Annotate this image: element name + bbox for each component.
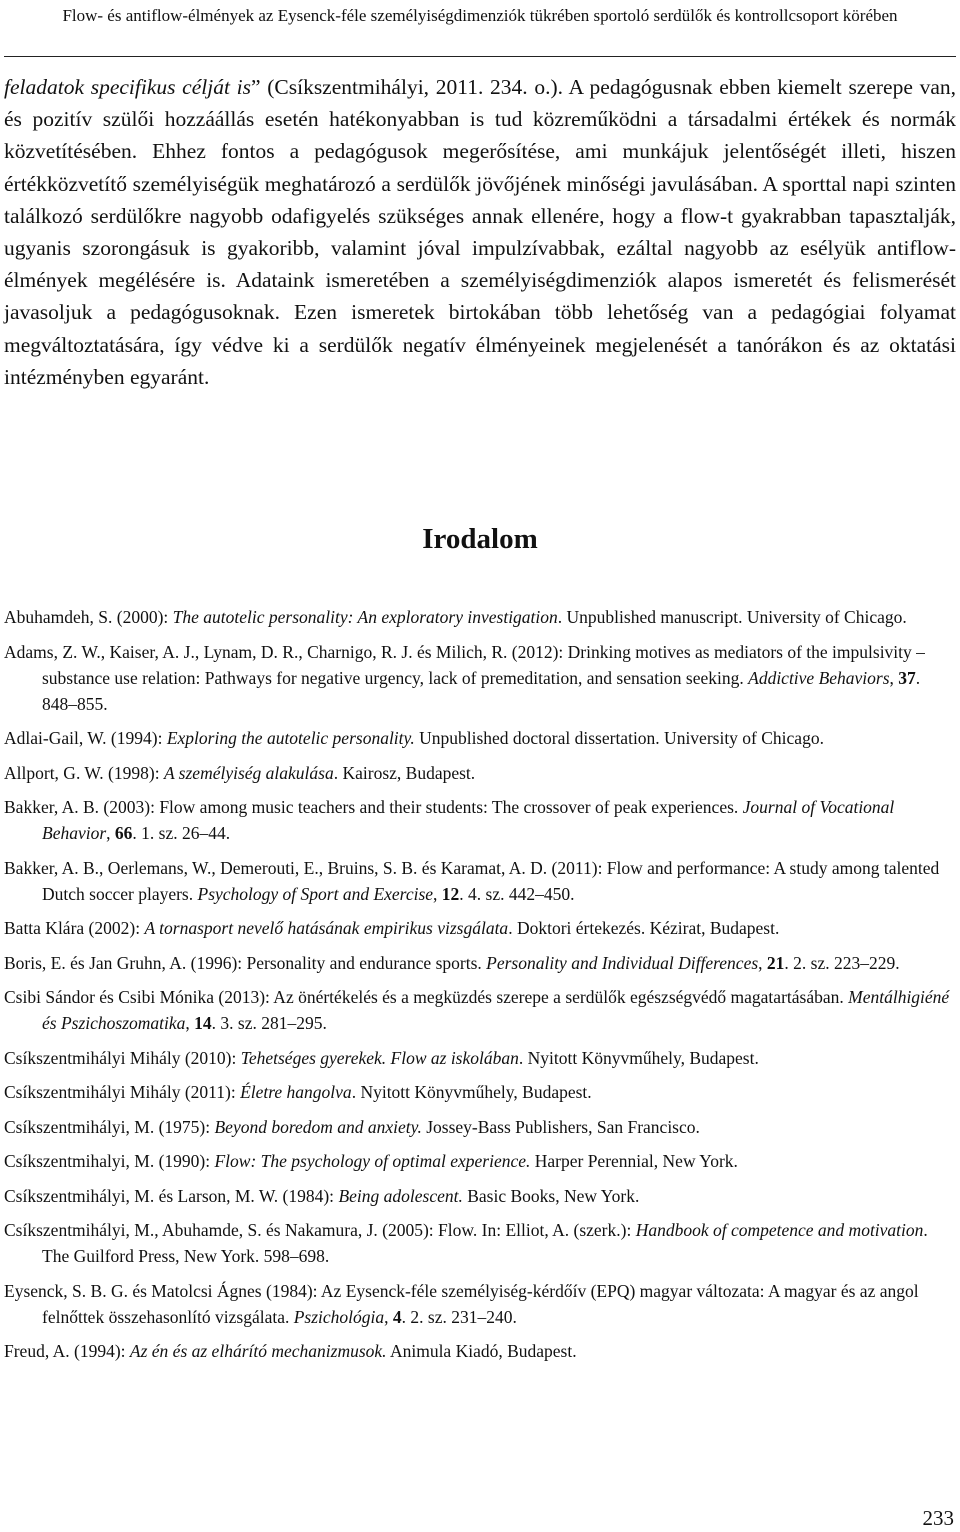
reference-item	[4, 1148, 954, 1174]
reference-authors: Bakker, A. B. (2003): Flow among music teachers and their students: The crossover of peak experiences.	[4, 797, 743, 817]
reference-item	[4, 855, 954, 907]
reference-pages: . 3. sz. 281–295.	[211, 1013, 327, 1033]
reference-item	[4, 604, 954, 630]
reference-item	[4, 794, 954, 846]
reference-authors: Abuhamdeh, S. (2000):	[4, 607, 173, 627]
reference-title: Életre hangolva	[240, 1082, 352, 1102]
reference-title: Personality and Individual Differences	[486, 952, 759, 973]
reference-item	[4, 1183, 954, 1209]
reference-authors: Csíkszentmihályi, M. és Larson, M. W. (1984):	[4, 1185, 339, 1206]
reference-item	[4, 1217, 954, 1269]
reference-title: Journal of Vocational Behavior	[42, 797, 895, 843]
reference-volume: 21	[766, 952, 785, 973]
reference-item	[4, 915, 954, 941]
running-header	[40, 4, 920, 28]
reference-text: Animula Kiadó, Budapest.	[386, 1341, 577, 1361]
reference-pages: . 2. sz. 223–229.	[784, 952, 900, 973]
reference-volume: 37	[898, 667, 916, 688]
section-title: Irodalom	[422, 523, 538, 555]
reference-item	[4, 1278, 954, 1330]
body-paragraph	[4, 71, 956, 393]
reference-text: Jossey-Bass Publishers, San Francisco.	[421, 1116, 700, 1137]
reference-text: Unpublished doctoral dissertation. University of Chicago.	[414, 728, 824, 748]
reference-title: A személyiség alakulása	[163, 762, 334, 783]
reference-title: Exploring the autotelic personality.	[166, 728, 415, 748]
reference-item	[4, 1079, 954, 1105]
reference-title: Addictive Behaviors	[748, 667, 890, 688]
reference-title: Tehetséges gyerekek. Flow az iskolában	[240, 1047, 519, 1068]
reference-text: Basic Books, New York.	[462, 1185, 640, 1206]
reference-title: Pszichológia	[293, 1306, 385, 1327]
reference-item	[4, 639, 954, 717]
reference-text: ,	[433, 883, 442, 904]
running-title: Flow- és antiflow-élmények az Eysenck-féle személyiségdimenziók tükrében sportoló serdülők és kontrollcsoport körében	[62, 6, 898, 25]
reference-text: ,	[758, 952, 767, 973]
reference-title: Beyond boredom and anxiety.	[214, 1116, 422, 1137]
reference-authors: Boris, E. és Jan Gruhn, A. (1996): Personality and endurance sports.	[4, 952, 487, 973]
reference-text: . Nyitott Könyvműhely, Budapest.	[518, 1047, 759, 1068]
reference-text: . Kairosz, Budapest.	[333, 762, 476, 783]
reference-title: Psychology of Sport and Exercise	[197, 883, 434, 904]
reference-authors: Csíkszentmihalyi, M. (1990):	[4, 1151, 215, 1171]
reference-text: ,	[185, 1013, 195, 1033]
reference-item	[4, 1045, 954, 1071]
header-divider	[4, 56, 956, 57]
reference-title: The autotelic personality: An exploratory investigation	[172, 607, 558, 627]
reference-pages: . 4. sz. 442–450.	[459, 883, 575, 904]
reference-item	[4, 725, 954, 751]
reference-authors: Adams, Z. W., Kaiser, A. J., Lynam, D. R., Charnigo, R. J. és Milich, R. (2012): Drinking motives as mediators of the impulsivity – substance use relation: Pathways for negative urgency, lack of premeditation, and sensation seeking.	[4, 641, 925, 688]
paragraph	[4, 71, 956, 393]
reference-volume: 12	[441, 883, 460, 904]
reference-item	[4, 950, 954, 976]
reference-authors: Adlai-Gail, W. (1994):	[4, 728, 167, 748]
reference-title: Handbook of competence and motivation	[635, 1220, 924, 1240]
reference-text: . Nyitott Könyvműhely, Budapest.	[351, 1082, 592, 1102]
reference-authors: Csíkszentmihályi Mihály (2011):	[4, 1082, 241, 1102]
reference-authors: Eysenck, S. B. G. és Matolcsi Ágnes (1984): Az Eysenck-féle személyiség-kérdőív (EPQ) magyar változata: A magyar és az angol felnőttek összehasonlító vizsgálata.	[4, 1280, 919, 1327]
reference-title: A tornasport nevelő hatásának empirikus vizsgálata	[144, 918, 509, 938]
reference-text: . Unpublished manuscript. University of Chicago.	[557, 607, 907, 627]
reference-list	[4, 604, 954, 1373]
reference-authors: Bakker, A. B., Oerlemans, W., Demerouti, E., Bruins, S. B. és Karamat, A. D. (2011): Flow and performance: A study among talented Dutch soccer players.	[4, 857, 940, 904]
reference-text: ,	[106, 823, 115, 843]
reference-text: Harper Perennial, New York.	[530, 1151, 738, 1171]
reference-title: Flow: The psychology of optimal experience.	[214, 1151, 531, 1171]
reference-pages: . 2. sz. 231–240.	[401, 1306, 517, 1327]
reference-title: Mentálhigiéné és Pszichoszomatika	[42, 987, 950, 1033]
reference-authors: Csibi Sándor és Csibi Mónika (2013): Az önértékelés és a megküzdés szerepe a serdülők egészségvédő magatartásában.	[4, 987, 849, 1007]
reference-title: Az én és az elhárító mechanizmusok.	[129, 1341, 387, 1361]
reference-authors: Allport, G. W. (1998):	[4, 762, 164, 783]
reference-authors: Csíkszentmihályi, M., Abuhamde, S. és Nakamura, J. (2005): Flow. In: Elliot, A. (szerk.):	[4, 1220, 636, 1240]
reference-item	[4, 1114, 954, 1140]
reference-text: . The Guilford Press, New York. 598–698.	[42, 1220, 928, 1266]
reference-title: Being adolescent.	[338, 1185, 463, 1206]
reference-text: ,	[889, 667, 899, 688]
reference-pages: . 1. sz. 26–44.	[132, 823, 231, 843]
reference-text: . Doktori értekezés. Kézirat, Budapest.	[508, 918, 780, 938]
reference-item	[4, 984, 954, 1036]
reference-volume: 14	[194, 1013, 212, 1033]
reference-item	[4, 1338, 954, 1364]
reference-authors: Batta Klára (2002):	[4, 918, 145, 938]
page-number: 233	[922, 1506, 954, 1530]
reference-text: ,	[384, 1306, 393, 1327]
reference-authors: Csíkszentmihályi Mihály (2010):	[4, 1047, 241, 1068]
reference-pages: . 848–855.	[42, 667, 921, 714]
reference-volume: 4	[392, 1306, 402, 1327]
quote-italic: feladatok specifikus célját is	[4, 75, 251, 99]
reference-volume: 66	[114, 823, 133, 843]
paragraph-text: ” (Csíkszentmihályi, 2011. 234. o.). A pedagógusnak ebben kiemelt szerepe van, és pozitív szülői hozzáállás esetén hatékonyabban is tud közreműködni a társadalmi értékek és normák közvetítésében. Ehhez fontos a pedagógusok megerősítése, ami munkájuk jelentőségét illeti, hiszen értékközvetítő személyiségük meghatározó a serdülők jövőjének minőségi javulásában. A sporttal napi szinten találkozó serdülőkre nagyobb odafigyelés szükséges annak ellenére, hogy a flow-t gyakrabban tapasztalják, ugyanis szorongásuk is gyakoribb, valamint jóval impulzívabbak, ezáltal nagyobb az esélyük antiflow-élmények megélésére is. Adataink ismeretében a személyiségdimenziók alapos ismeretét és felismerését javasoljuk a pedagógusoknak. Ezen ismeretek birtokában több lehetőség van a pedagógiai folyamat megváltoztatására, így védve ki a serdülők negatív élményeinek megjelenését a tanórákon és az oktatási intézményben egyaránt.	[4, 75, 957, 389]
reference-authors: Freud, A. (1994):	[4, 1341, 130, 1361]
reference-authors: Csíkszentmihályi, M. (1975):	[4, 1116, 215, 1137]
reference-item	[4, 760, 954, 786]
